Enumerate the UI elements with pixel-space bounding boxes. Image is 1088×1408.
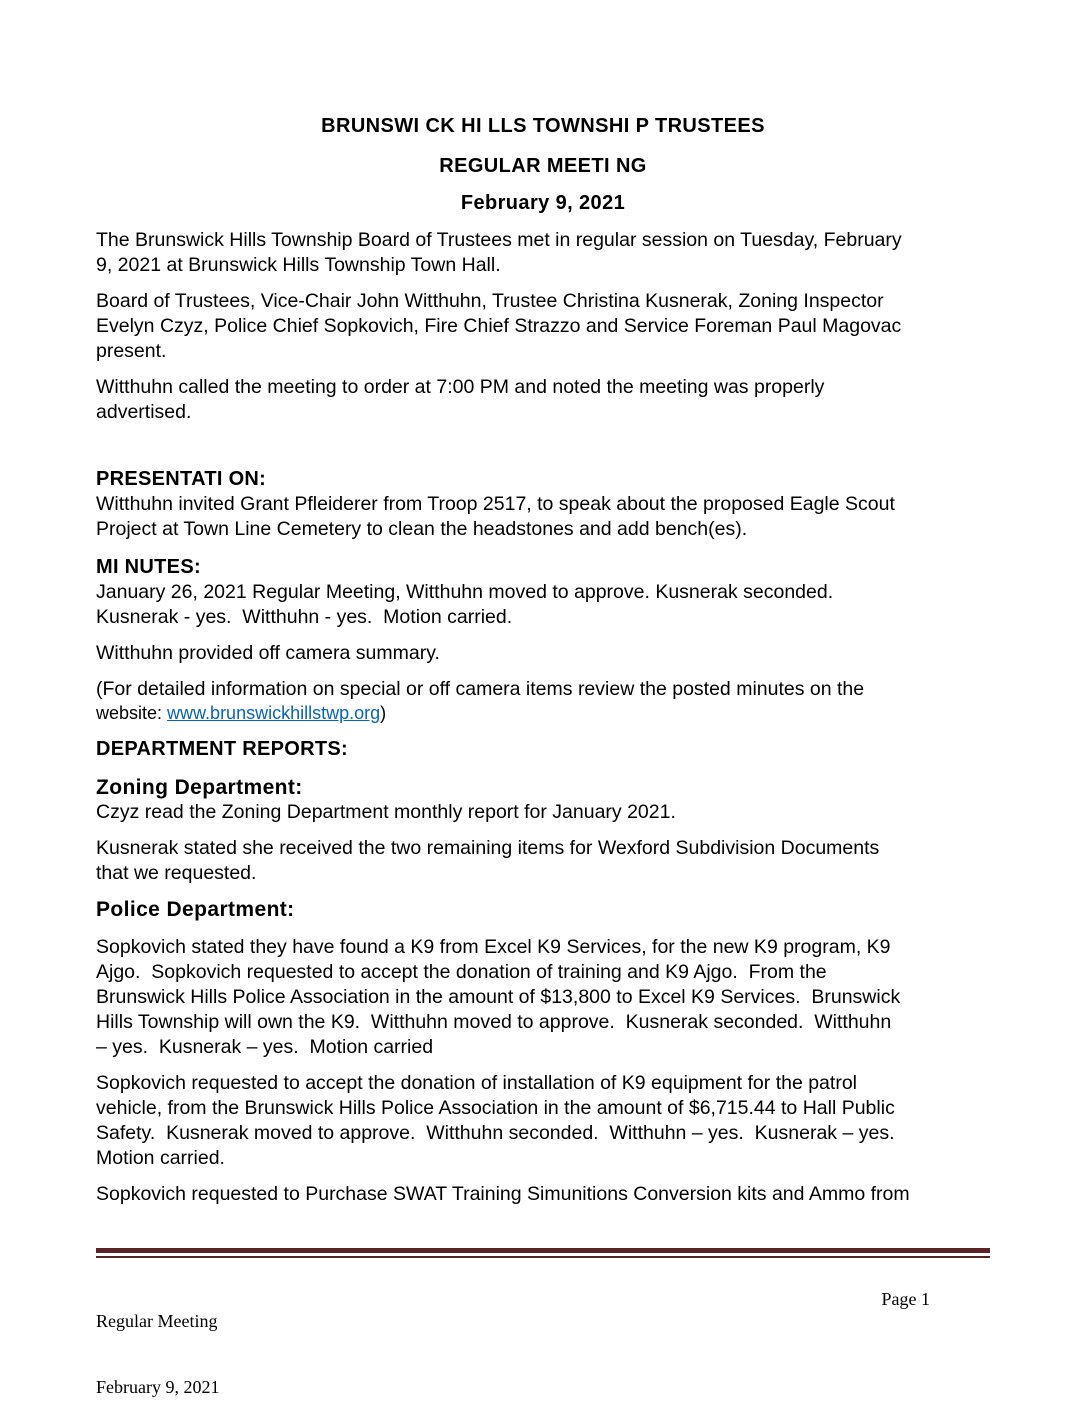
paragraph-line: 9, 2021 at Brunswick Hills Township Town Hall. [96,254,501,276]
paragraph-line: Kusnerak - yes. Witthuhn - yes. Motion carried. [96,606,513,628]
footer-page-number: Page 1 [881,1289,930,1309]
closing-paren: ) [380,703,387,723]
document-content [96,113,990,1218]
title-line-3: February 9, 2021 [460,192,626,214]
paragraph-line: January 26, 2021 Regular Meeting, Witthuhn moved to approve. Kusnerak seconded. [96,581,834,603]
paragraph-line: Project at Town Line Cemetery to clean the headstones and add bench(es). [96,518,748,540]
paragraph-line: Sopkovich stated they have found a K9 from Excel K9 Services, for the new K9 program, K9 [96,936,891,958]
footer-rule-thin-line [96,1256,990,1258]
paragraph-line: Brunswick Hills Police Association in the amount of $13,800 to Excel K9 Services. Brunswick [96,986,901,1008]
paragraph-line: Safety. Kusnerak moved to approve. Witthuhn seconded. Witthuhn – yes. Kusnerak – yes. [96,1122,895,1144]
section-heading-department-reports: DEPARTMENT REPORTS: [96,738,348,760]
paragraph-line: The Brunswick Hills Township Board of Trustees met in regular session on Tuesday, February [96,229,902,251]
paragraph-line: that we requested. [96,862,257,884]
paragraph-line: Board of Trustees, Vice-Chair John Witthuhn, Trustee Christina Kusnerak, Zoning Inspector [96,290,884,312]
paragraph-zoning-report [96,800,990,825]
paragraph-line: (For detailed information on special or off camera items review the posted minutes on the [96,678,865,700]
document-title [96,113,990,217]
title-line-2: REGULAR MEETI NG [439,155,647,177]
footer-meeting-type: Regular Meeting [96,1311,218,1331]
paragraph-line: Motion carried. [96,1147,225,1169]
paragraph-intro [96,228,990,278]
paragraph-wexford [96,836,990,886]
paragraph-line: Sopkovich requested to accept the donation of installation of K9 equipment for the patrol [96,1072,857,1094]
title-line-1: BRUNSWI CK HI LLS TOWNSHI P TRUSTEES [321,115,765,137]
website-label: website: [96,703,168,723]
paragraph-line: advertised. [96,401,192,423]
paragraph-line: vehicle, from the Brunswick Hills Police Association in the amount of $6,715.44 to Hall Public [96,1097,895,1119]
paragraph-line: – yes. Kusnerak – yes. Motion carried [96,1036,434,1058]
paragraph-line: Witthuhn invited Grant Pfleiderer from Troop 2517, to speak about the proposed Eagle Scout [96,493,895,515]
paragraph-k9-equipment [96,1071,990,1171]
section-heading-police-department: Police Department: [96,898,295,921]
footer-meeting-date: February 9, 2021 [96,1377,220,1397]
paragraph-line: Sopkovich requested to Purchase SWAT Training Simunitions Conversion kits and Ammo from [96,1183,910,1205]
paragraph-line: Kusnerak stated she received the two remaining items for Wexford Subdivision Documents [96,837,880,859]
paragraph-website-note [96,677,990,724]
paragraph-line: Czyz read the Zoning Department monthly report for January 2021. [96,801,676,823]
paragraph-line: Witthuhn called the meeting to order at 7:00 PM and noted the meeting was properly [96,376,825,398]
paragraph-presentation [96,492,990,542]
paragraph-line [96,702,990,724]
paragraph-attendees [96,289,990,364]
section-heading-presentation: PRESENTATI ON: [96,468,267,490]
section-heading-zoning-department: Zoning Department: [96,776,303,799]
footer-left-block [96,1266,219,1408]
section-heading-minutes: MI NUTES: [96,556,201,578]
paragraph-line: present. [96,340,167,362]
website-link[interactable]: www.brunswickhillstwp.org [167,703,381,723]
paragraph-line: Witthuhn provided off camera summary. [96,642,440,664]
paragraph-call-to-order [96,375,990,425]
paragraph-k9-program [96,935,990,1060]
paragraph-line: Hills Township will own the K9. Witthuhn moved to approve. Kusnerak seconded. Witthuhn [96,1011,892,1033]
paragraph-minutes-approval [96,580,990,630]
paragraph-line: Ajgo. Sopkovich requested to accept the donation of training and K9 Ajgo. From the [96,961,827,983]
paragraph-swat-purchase [96,1182,990,1207]
footer-rule [96,1248,990,1258]
paragraph-off-camera [96,641,990,666]
paragraph-line: Evelyn Czyz, Police Chief Sopkovich, Fire Chief Strazzo and Service Foreman Paul Magovac [96,315,902,337]
